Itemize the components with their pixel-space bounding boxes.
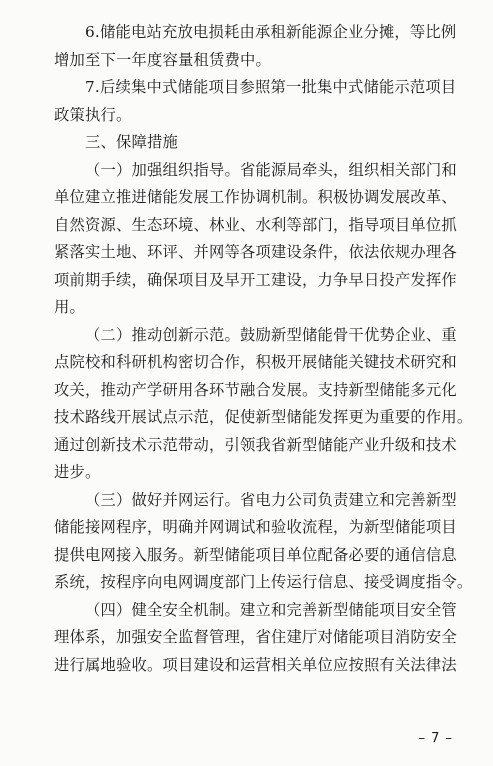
- text-line: 攻关，推动产学研用各环节融合发展。支持新型储能多元化: [54, 380, 457, 399]
- page-number: – 7 –: [418, 731, 453, 746]
- text-line: 7.后续集中式储能项目参照第一批集中式储能示范项目: [85, 78, 457, 96]
- text-line: 紧落实土地、环评、并网等各项建设条件，依法依规办理各: [54, 243, 457, 261]
- text-line: 单位建立推进储能发展工作协调机制。积极协调发展改革、: [54, 188, 457, 206]
- text-line: 点院校和科研机构密切合作，积极开展储能关键技术研究和: [54, 353, 457, 371]
- text-line: （三）做好并网运行。省电力公司负责建立和完善新型: [85, 490, 457, 509]
- text-line: 6.储能电站充放电损耗由承租新能源企业分摊，等比例: [85, 23, 457, 41]
- text-line: 提供电网接入服务。新型储能项目单位配备必要的通信信息: [54, 545, 457, 564]
- text-line: （一）加强组织指导。省能源局牵头，组织相关部门和: [85, 160, 457, 179]
- text-line: 增加至下一年度容量租赁费中。: [54, 50, 271, 69]
- text-line: 进步。: [54, 463, 101, 481]
- section-heading: 三、保障措施: [85, 133, 178, 151]
- text-line: 自然资源、生态环境、林业、水利等部门，指导项目单位抓: [54, 215, 457, 234]
- text-line: 储能接网程序，明确并网调试和验收流程，为新型储能项目: [54, 518, 457, 536]
- text-line: 进行属地验收。项目建设和运营相关单位应按照有关法律法: [54, 655, 457, 674]
- text-line: 系统，按程序向电网调度部门上传运行信息、接受调度指令。: [54, 573, 473, 591]
- text-line: 理体系，加强安全监督管理，省住建厅对储能项目消防安全: [54, 628, 457, 646]
- text-line: （四）健全安全机制。建立和完善新型储能项目安全管: [85, 600, 457, 619]
- text-line: 通过创新技术示范带动，引领我省新型储能产业升级和技术: [54, 435, 457, 454]
- body-text: [54, 19, 473, 679]
- text-line: 技术路线开展试点示范，促使新型储能发挥更为重要的作用。: [54, 408, 473, 426]
- text-line: 用。: [54, 298, 85, 316]
- text-line: 项前期手续，确保项目及早开工建设，力争早日投产发挥作: [54, 270, 457, 289]
- text-line: 政策执行。: [54, 105, 132, 124]
- text-line: （二）推动创新示范。鼓励新型储能骨干优势企业、重: [85, 325, 457, 344]
